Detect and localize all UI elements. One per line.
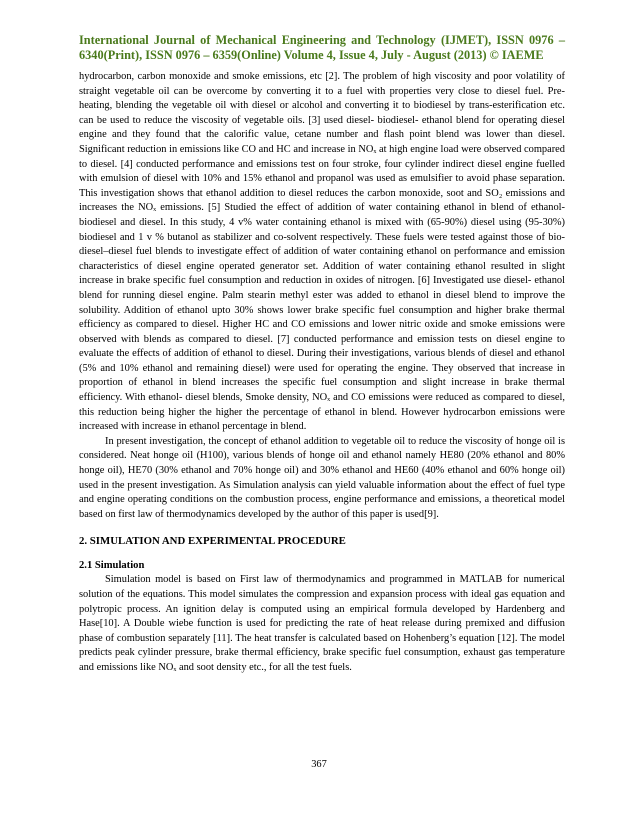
subsection-heading: 2.1 Simulation <box>79 560 145 572</box>
section-heading: 2. SIMULATION AND EXPERIMENTAL PROCEDURE <box>79 535 346 548</box>
page-number: 367 <box>311 759 327 770</box>
body-paragraph-2: In present investigation, the concept of ethanol addition to vegetable oil to reduce the viscosity of honge oil is considered. Neat honge oil (H100), various blends of honge oil and ethanol namely HE80 (20% ethanol and 80% honge oil), HE70 (30% ethanol and 70% honge oil) and 30% ethanol and HE60 (40% ethanol and 60% honge oil) used in the present investigation. As Simulation analysis can yield valuable information about the effect of fuel type and engine operating conditions on the combustion process, engine performance and emissions, a theoretical model based on first law of thermodynamics developed by the author of this paper is used[9]. <box>79 435 565 520</box>
body-paragraph-3: Simulation model is based on First law of thermodynamics and programmed in MATLAB for numerical solution of the equations. This model simulates the compression and expansion process with ideal gas equation and polytropic process. An ignition delay is computed using an empirical formula developed by Hardenberg and Hase[10]. A Double wiebe function is used for predicting the rate of heat release during premixed and diffusion phase of combustion separately [11]. The heat transfer is calculated based on Hohenberg’s equation [12]. The model predicts peak cylinder pressure, brake thermal efficiency, brake specific fuel consumption, exhaust gas temperature and emissions like NOₓ and soot density etc., for all the test fuels. <box>79 574 565 673</box>
body-paragraph-1: hydrocarbon, carbon monoxide and smoke emissions, etc [2]. The problem of high viscosity and poor volatility of straight vegetable oil can be overcome by converting it to a fuel with properties very close to diesel fuel. Pre- heating, blending the vegetable oil with diesel or alcohol and converting it to biodiesel by trans-esterification etc. can be used to reduce the viscosity of vegetable oils. [3] used diesel- biodiesel- ethanol blend for operating diesel engine and they found that the calorific value, cetane number and flash point blend was lower than diesel. Significant reduction in emissions like CO and HC and increase in NOₓ at high engine load were observed compared to diesel. [4] conducted performance and emissions test on four stroke, four cylinder indirect diesel engine fuelled with emulsion of diesel with 10% and 15% ethanol and propanol was used as emulsifier to avoid phase separation. This investigation shows that ethanol addition to diesel reduces the carbon monoxide, soot and SO₂ emissions and increases the NOₓ emissions. [5] Studied the effect of addition of water containing ethanol in blend of ethanol-biodiesel and diesel. In this study, 4 v% water containing ethanol is mixed with (65-90%) diesel using (95-30%) biodiesel and 1 v % butanol as stabilizer and co-solvent respectively. These fuels were tested against those of bio-diesel–diesel fuel blends to investigate effect of addition of water containing ethanol on performance and emission characteristics of diesel engine operated generator set. Addition of water containing ethanol resulted in slight increase in brake specific fuel consumption and reduction in oxides of nitrogen. [6] Investigated use diesel- ethanol blend for running diesel engine. Palm stearin methyl ester was added to ethanol in diesel blend to improve the solubility. Addition of ethanol upto 30% shows lower brake specific fuel consumption and higher brake thermal efficiency as compared to diesel. Higher HC and CO emissions and lower nitric oxide and smoke emissions were observed with blends as compared to diesel. [7] conducted performance and emission tests on diesel engine to evaluate the effects of addition of ethanol to diesel. During their investigations, various blends of diesel and ethanol (5% and 10% ethanol and remaining diesel) were used for operating the engine. They observed that increase in proportion of ethanol in blend increases the specific fuel consumption and slight increase in brake thermal efficiency. With ethanol- diesel blends, Smoke density, NOₓ and CO emissions were reduced as compared to diesel, this reduction being higher the higher the percentage of ethanol in blend. However hydrocarbon emissions were increased with increase in ethanol percentage in blend. <box>79 71 565 433</box>
journal-header: International Journal of Mechanical Engineering and Technology (IJMET), ISSN 0976 – 6340(Print), ISSN 0976 – 6359(Online) Volume 4, Issue 4, July - August (2013) © IAEME <box>79 33 565 62</box>
